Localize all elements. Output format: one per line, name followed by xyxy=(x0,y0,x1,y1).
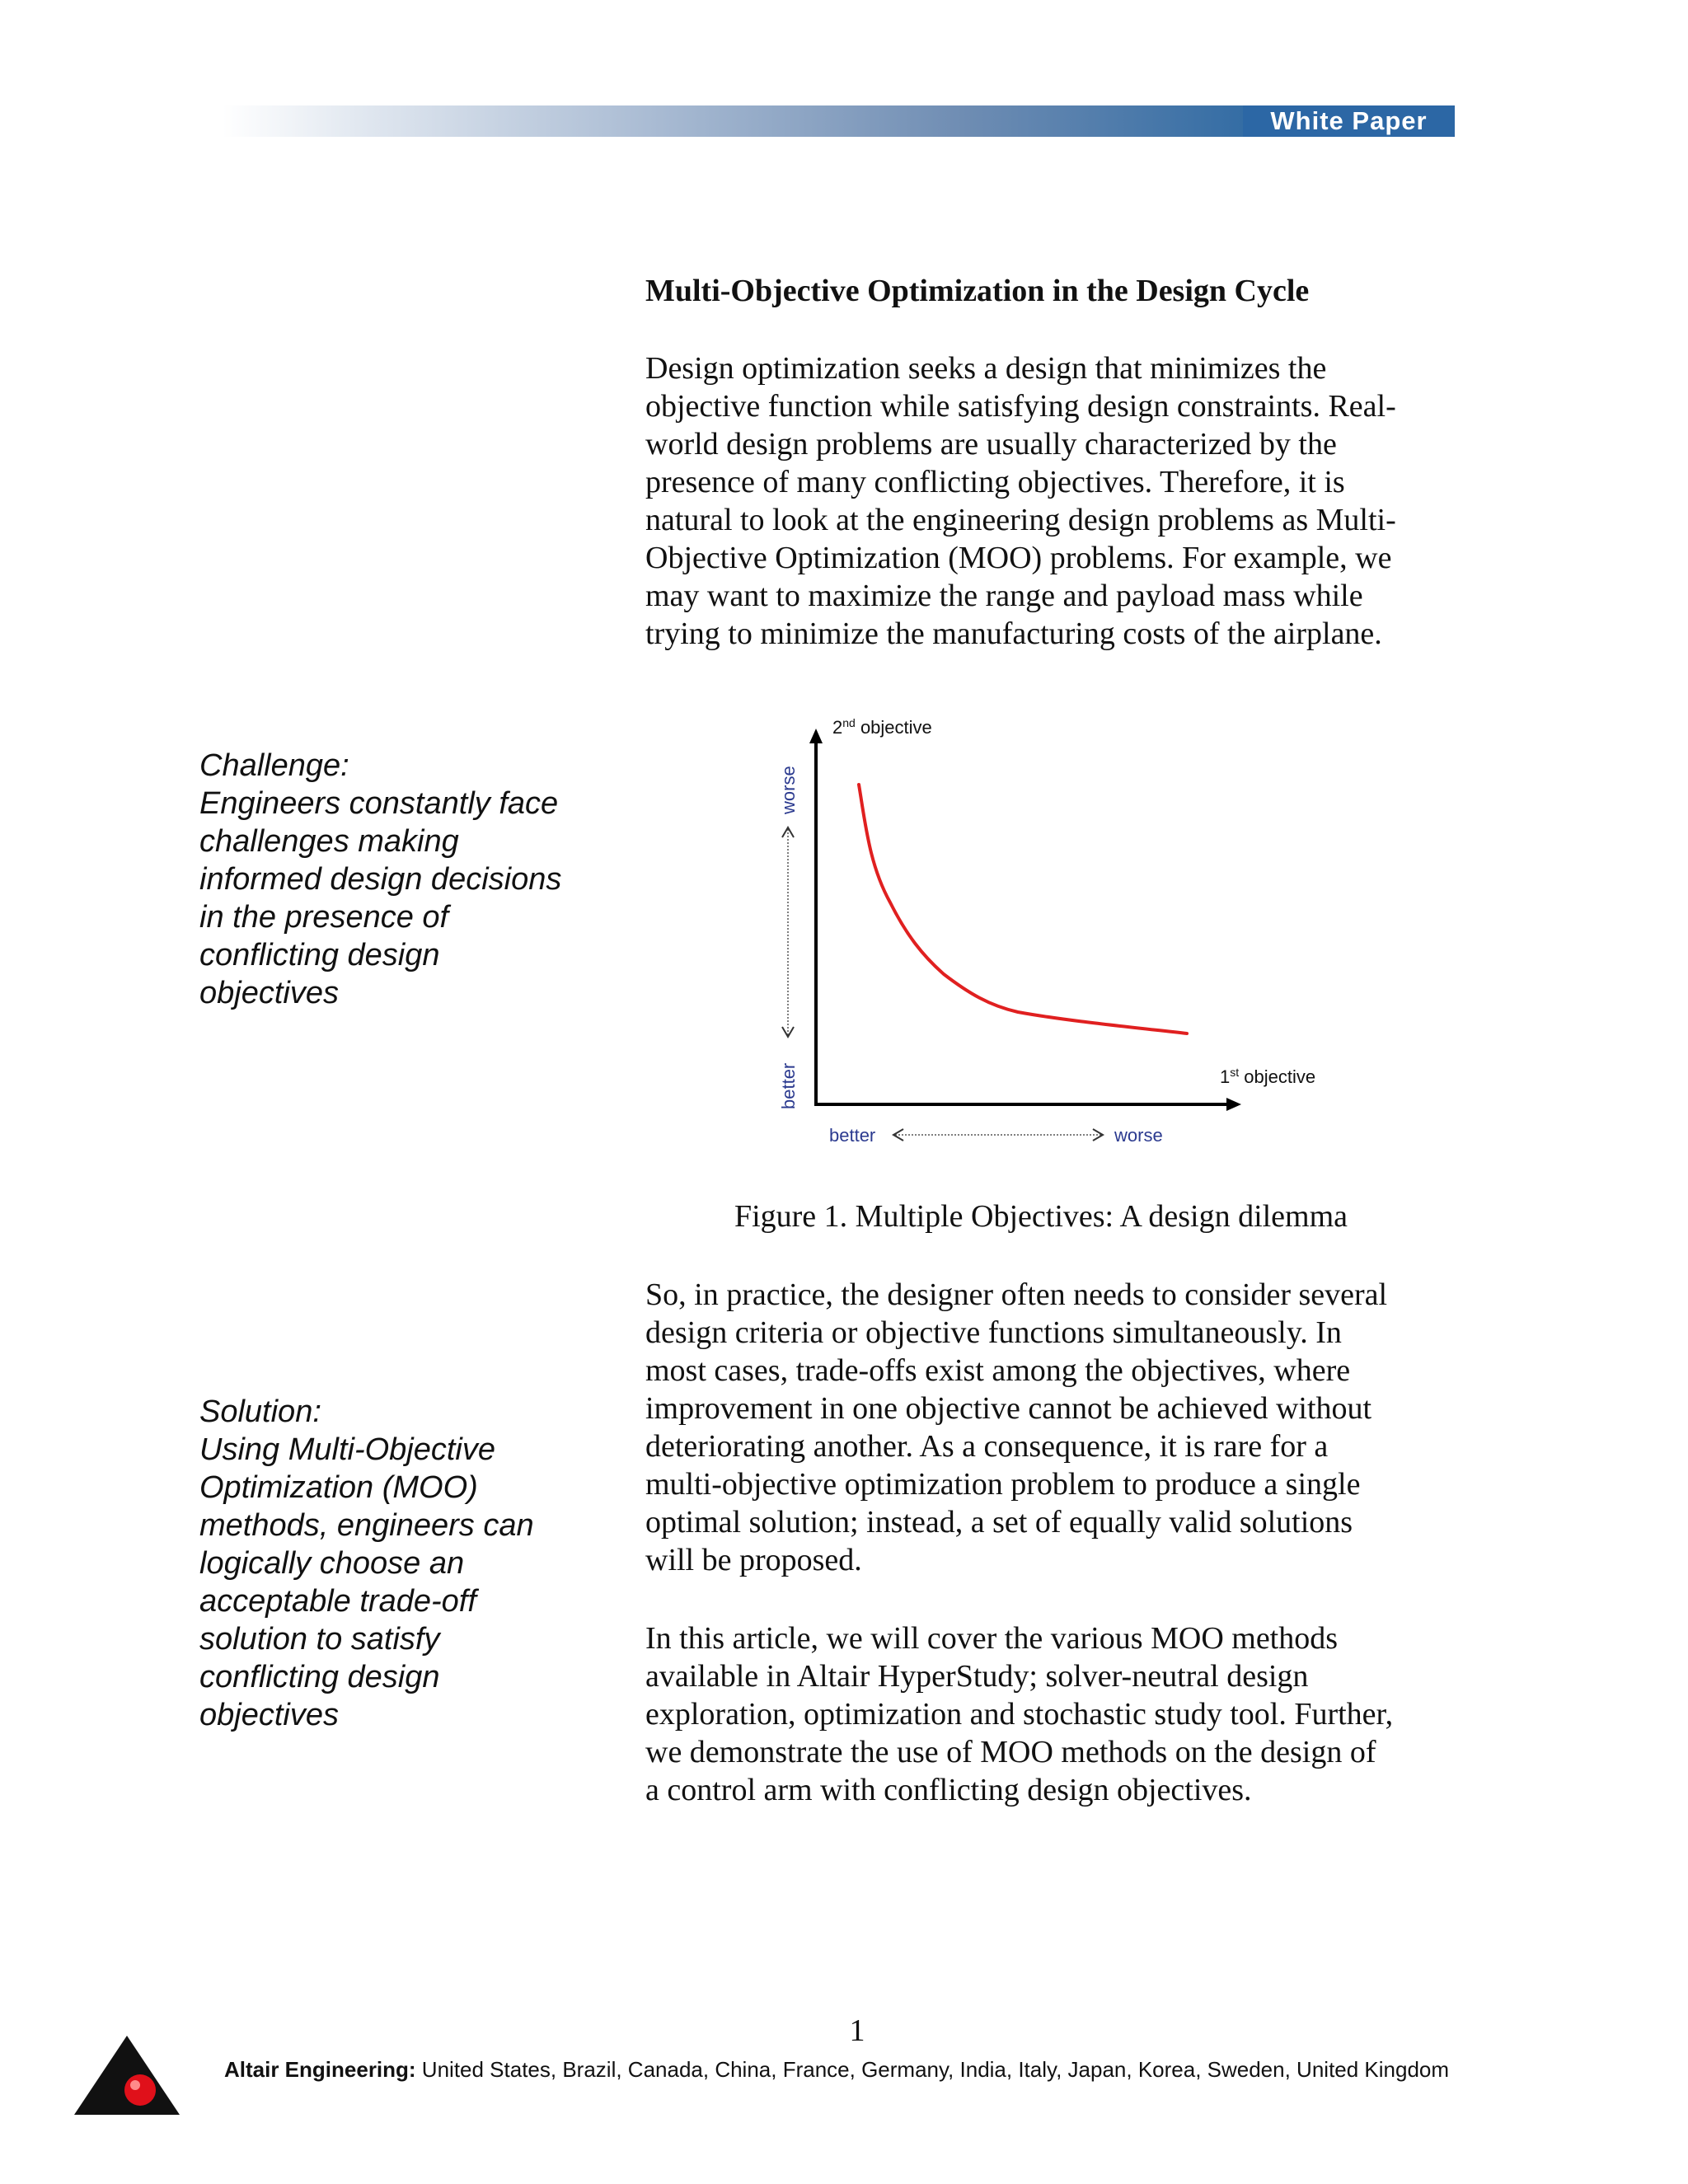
callout-heading: Solution: xyxy=(199,1394,321,1429)
callout-line: objectives xyxy=(199,1698,339,1732)
footer-locations xyxy=(224,2057,1449,2083)
practice-paragraph xyxy=(645,1276,1470,1579)
white-paper-label: White Paper xyxy=(1270,106,1428,135)
page-number: 1 xyxy=(849,2013,865,2048)
callout-line: challenges making xyxy=(199,824,459,859)
solution-callout xyxy=(199,1393,612,1734)
challenge-callout xyxy=(199,747,612,1012)
article-scope-paragraph xyxy=(645,1619,1470,1809)
pareto-curve xyxy=(859,785,1187,1033)
callout-line: conflicting design xyxy=(199,938,440,972)
white-paper-tag xyxy=(1243,105,1455,137)
callout-line: objectives xyxy=(199,976,339,1010)
callout-line: informed design decisions xyxy=(199,862,562,897)
text-line: In this article, we will cover the various MOO methods xyxy=(645,1621,1339,1656)
x-axis-arrowhead xyxy=(1226,1098,1241,1111)
callout-line: Using Multi-Objective xyxy=(199,1432,495,1467)
text-line: optimal solution; instead, a set of equally valid solutions xyxy=(645,1505,1353,1540)
callout-line: methods, engineers can xyxy=(199,1508,534,1543)
figure-caption: Figure 1. Multiple Objectives: A design dilemma xyxy=(734,1199,1348,1234)
y-worse-label: worse xyxy=(778,766,799,814)
text-line: presence of many conflicting objectives. Therefore, it is xyxy=(645,465,1345,499)
x-axis-title: 1st objective xyxy=(1220,1066,1316,1087)
pareto-figure xyxy=(775,709,1352,1154)
y-better-label: better xyxy=(778,1062,799,1109)
text-line: multi-objective optimization problem to produce a single xyxy=(645,1467,1361,1502)
article-title: Multi-Objective Optimization in the Design Cycle xyxy=(645,274,1310,308)
text-line: deteriorating another. As a consequence, it is rare for a xyxy=(645,1429,1329,1464)
text-line: Objective Optimization (MOO) problems. For example, we xyxy=(645,541,1392,575)
text-line: trying to minimize the manufacturing costs of the airplane. xyxy=(645,616,1382,651)
callout-line: conflicting design xyxy=(199,1660,440,1694)
text-line: world design problems are usually characterized by the xyxy=(645,427,1337,462)
text-line: available in Altair HyperStudy; solver-neutral design xyxy=(645,1659,1309,1694)
footer-company: Altair Engineering: xyxy=(224,2057,416,2082)
text-line: we demonstrate the use of MOO methods on the design of xyxy=(645,1735,1376,1769)
text-line: objective function while satisfying design constraints. Real- xyxy=(645,389,1396,424)
callout-line: Engineers constantly face xyxy=(199,786,559,821)
text-line: may want to maximize the range and payload mass while xyxy=(645,579,1363,613)
callout-heading: Challenge: xyxy=(199,748,349,783)
altair-logo-icon xyxy=(73,2032,181,2118)
callout-line: in the presence of xyxy=(199,900,449,935)
y-axis-arrowhead xyxy=(809,729,823,743)
callout-line: acceptable trade-off xyxy=(199,1584,476,1619)
callout-line: logically choose an xyxy=(199,1546,465,1581)
y-axis-title: 2nd objective xyxy=(832,716,932,738)
intro-paragraph xyxy=(645,349,1470,653)
text-line: So, in practice, the designer often needs to consider several xyxy=(645,1277,1388,1312)
text-line: exploration, optimization and stochastic study tool. Further, xyxy=(645,1697,1394,1732)
text-line: a control arm with conflicting design objectives. xyxy=(645,1773,1252,1807)
text-line: will be proposed. xyxy=(645,1543,862,1577)
x-better-label: better xyxy=(829,1125,876,1146)
text-line: most cases, trade-offs exist among the objectives, where xyxy=(645,1353,1351,1388)
x-worse-label: worse xyxy=(1114,1125,1163,1146)
callout-line: Optimization (MOO) xyxy=(199,1470,478,1505)
text-line: natural to look at the engineering design problems as Multi- xyxy=(645,503,1396,537)
text-line: improvement in one objective cannot be achieved without xyxy=(645,1391,1372,1426)
text-line: Design optimization seeks a design that minimizes the xyxy=(645,351,1327,386)
text-line: design criteria or objective functions simultaneously. In xyxy=(645,1315,1342,1350)
callout-line: solution to satisfy xyxy=(199,1622,440,1657)
footer-location-list: United States, Brazil, Canada, China, France, Germany, India, Italy, Japan, Korea, Sweden, United Kingdom xyxy=(415,2057,1450,2082)
